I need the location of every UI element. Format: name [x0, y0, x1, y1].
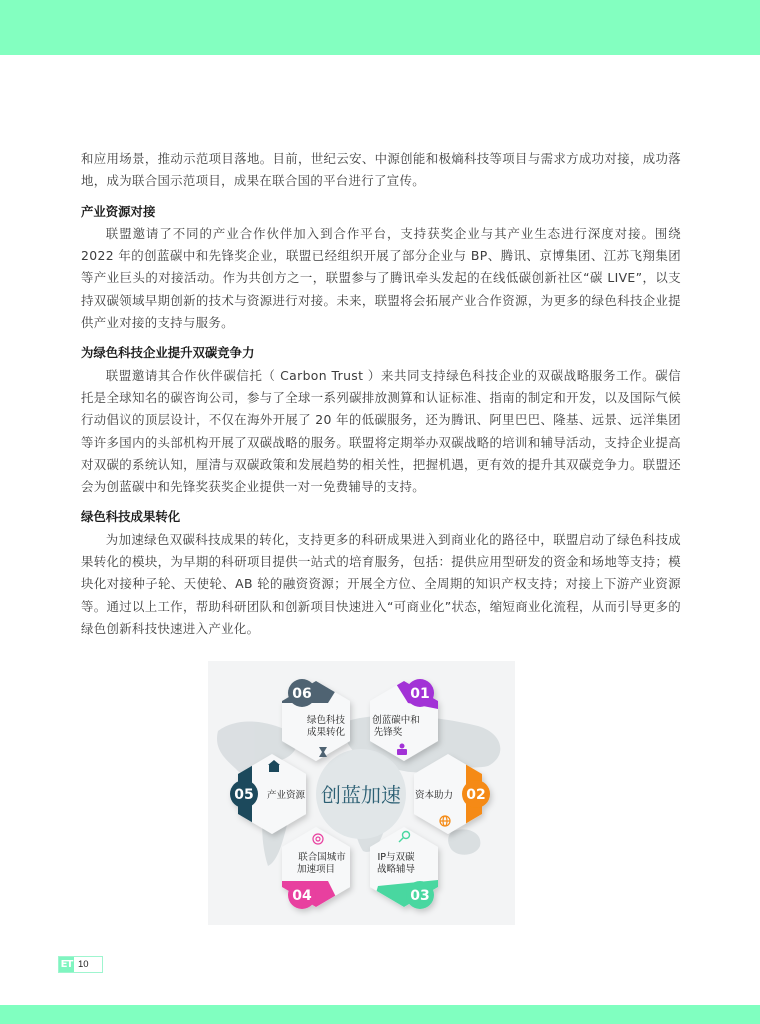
diagram-center-title: 创蓝加速 [321, 783, 401, 807]
section-body-industry-resources: 联盟邀请了不同的产业合作伙伴加入到合作平台，支持获奖企业与其产业生态进行深度对接。围绕 2022 年的创蓝碳中和先锋奖企业，联盟已经组织开展了部分企业与 BP、腾讯、京博集团、江苏飞翔集团等产业巨头的对接活动。作为共创方之一，联盟参与了腾讯牵头发起的在线低碳创新社区“碳 LIVE”，以支持双碳领域早期创新的技术与资源进行对接。未来，联盟将会拓展产业合作资源，为更多的绿色科技企业提供产业对接的支持与服务。 [81, 225, 681, 331]
svg-text:IP与双碳: IP与双碳 [377, 852, 415, 863]
intro-paragraph: 和应用场景，推动示范项目落地。目前，世纪云安、中源创能和极熵科技等项目与需求方成功对接，成功落地，成为联合国示范项目，成果在联合国的平台进行了宣传。 [81, 151, 681, 189]
svg-text:加速项目: 加速项目 [296, 864, 336, 875]
page-number: 10 [78, 959, 89, 970]
acceleration-diagram [208, 661, 515, 925]
svg-text:02: 02 [466, 787, 486, 803]
section-heading-dual-carbon: 为绿色科技企业提升双碳竞争力 [81, 345, 255, 361]
svg-text:成果转化: 成果转化 [306, 727, 346, 738]
section-body-dual-carbon: 联盟邀请其合作伙伴碳信托（ Carbon Trust ）来共同支持绿色科技企业的双碳战略服务工作。碳信托是全球知名的碳咨询公司，参与了全球一系列碳排放测算和认证标准、指南的制定和开发，以及国际气候行动倡议的顶层设计，不仅在海外开展了 20 年的低碳服务，还为腾讯、阿里巴巴、隆基、远景、远洋集团等许多国内的头部机构开展了双碳战略的服务。联盟将定期举办双碳战略的培训和辅导活动，支持企业提高对双碳的系统认知，厘清与双碳政策和发展趋势的相关性，把握机遇，更有效的提升其双碳竞争力。联盟还会为创蓝碳中和先锋奖获奖企业提供一对一免费辅导的支持。 [81, 367, 681, 495]
svg-text:创蓝碳中和: 创蓝碳中和 [372, 715, 420, 726]
svg-text:05: 05 [234, 787, 254, 803]
section-body-tech-transfer: 为加速绿色双碳科技成果的转化，支持更多的科研成果进入到商业化的路径中，联盟启动了绿色科技成果转化的模块，为早期的科研项目提供一站式的培育服务，包括：提供应用型研发的资金和场地等支持；模块化对接种子轮、天使轮、AB 轮的融资资源；开展全方位、全周期的知识产权支持；对接上下游产业资源等。通过以上工作，帮助科研团队和创新项目快速进入“可商业化”状态，缩短商业化流程，从而引导更多的绿色创新科技快速进入产业化。 [81, 531, 681, 636]
hex-item-03 [368, 827, 448, 921]
page-number-badge [58, 956, 103, 973]
svg-text:03: 03 [410, 888, 430, 904]
svg-text:联合国城市: 联合国城市 [298, 852, 346, 863]
svg-text:战略辅导: 战略辅导 [376, 864, 416, 875]
svg-text:先锋奖: 先锋奖 [373, 727, 403, 738]
svg-text:绿色科技: 绿色科技 [306, 715, 346, 726]
svg-text:04: 04 [292, 888, 312, 904]
svg-text:01: 01 [410, 686, 430, 702]
article-body [81, 148, 681, 640]
hex-number: 06 [292, 686, 312, 702]
section-heading-tech-transfer: 绿色科技成果转化 [81, 509, 181, 525]
svg-text:资本助力: 资本助力 [414, 790, 454, 801]
footer-band [0, 1005, 760, 1024]
section-heading-industry-resources: 产业资源对接 [81, 203, 156, 219]
svg-text:产业资源: 产业资源 [266, 790, 306, 801]
brand-logo-icon: ET [60, 959, 73, 970]
header-band [0, 0, 760, 55]
